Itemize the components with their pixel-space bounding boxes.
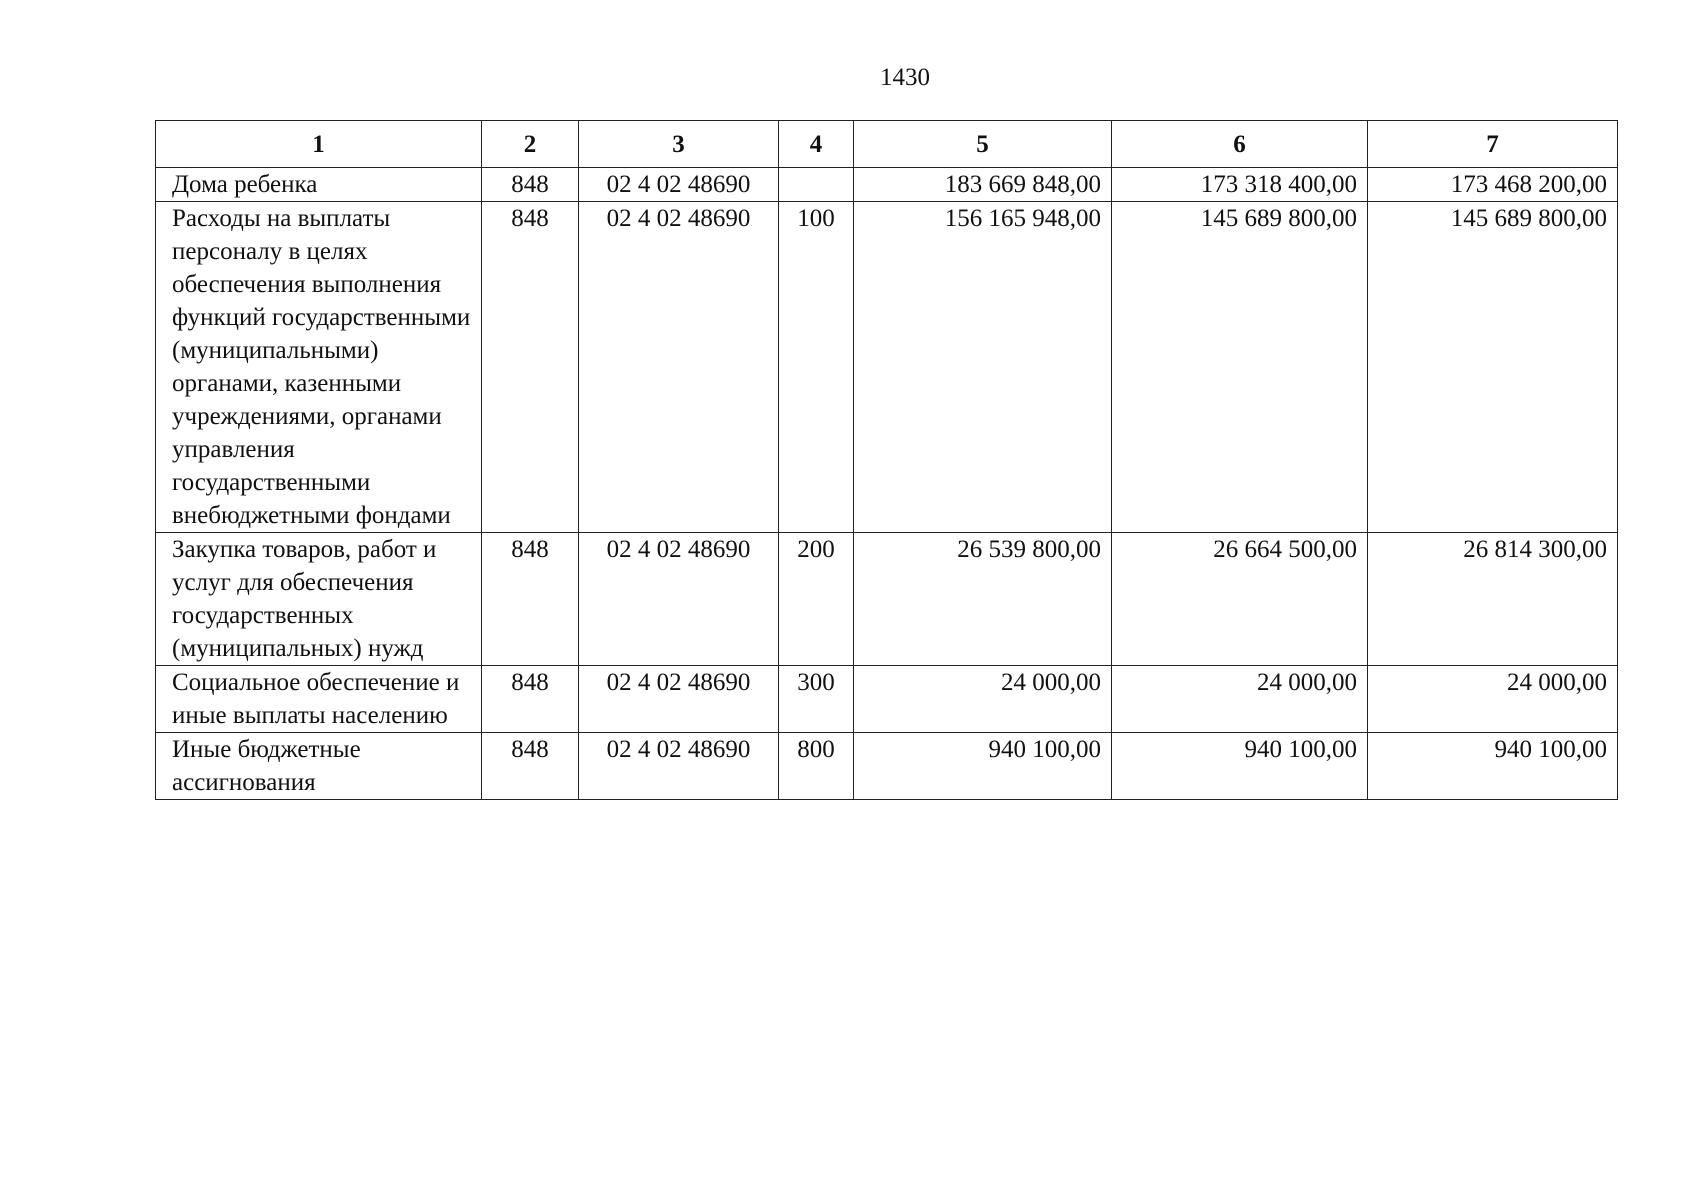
row-col-5: 156 165 948,00 <box>854 202 1112 533</box>
row-col-7: 26 814 300,00 <box>1368 533 1618 666</box>
row-col-3: 02 4 02 48690 <box>579 733 779 800</box>
row-col-4: 800 <box>779 733 854 800</box>
row-col-6: 26 664 500,00 <box>1112 533 1368 666</box>
row-name: Расходы на выплаты персоналу в целях обеспечения выполнения функций государственными (муниципальными) органами, казенными учреждениями, органами управления государственными внебюджетными фондами <box>156 202 482 533</box>
row-name: Иные бюджетные ассигнования <box>156 733 482 800</box>
header-col-5: 5 <box>854 121 1112 168</box>
row-col-4: 300 <box>779 666 854 733</box>
row-col-3: 02 4 02 48690 <box>579 666 779 733</box>
row-name: Дома ребенка <box>156 168 482 202</box>
table-row <box>156 168 1618 202</box>
row-col-4 <box>779 168 854 202</box>
row-col-6: 24 000,00 <box>1112 666 1368 733</box>
table-row <box>156 202 1618 533</box>
row-col-7: 173 468 200,00 <box>1368 168 1618 202</box>
row-col-2: 848 <box>482 202 579 533</box>
row-col-6: 173 318 400,00 <box>1112 168 1368 202</box>
table-row <box>156 666 1618 733</box>
row-col-5: 26 539 800,00 <box>854 533 1112 666</box>
page-number: 1430 <box>880 64 930 91</box>
budget-table <box>155 120 1618 800</box>
row-col-5: 24 000,00 <box>854 666 1112 733</box>
row-col-2: 848 <box>482 168 579 202</box>
row-col-4: 100 <box>779 202 854 533</box>
header-col-7: 7 <box>1368 121 1618 168</box>
table-row <box>156 733 1618 800</box>
row-col-4: 200 <box>779 533 854 666</box>
row-col-7: 24 000,00 <box>1368 666 1618 733</box>
row-col-3: 02 4 02 48690 <box>579 168 779 202</box>
row-col-5: 940 100,00 <box>854 733 1112 800</box>
row-col-6: 145 689 800,00 <box>1112 202 1368 533</box>
table-header-row <box>156 121 1618 168</box>
row-col-6: 940 100,00 <box>1112 733 1368 800</box>
table-row <box>156 533 1618 666</box>
header-col-1: 1 <box>156 121 482 168</box>
row-col-2: 848 <box>482 533 579 666</box>
row-col-5: 183 669 848,00 <box>854 168 1112 202</box>
header-col-2: 2 <box>482 121 579 168</box>
header-col-3: 3 <box>579 121 779 168</box>
header-col-6: 6 <box>1112 121 1368 168</box>
row-col-2: 848 <box>482 666 579 733</box>
row-col-7: 145 689 800,00 <box>1368 202 1618 533</box>
row-col-7: 940 100,00 <box>1368 733 1618 800</box>
row-col-2: 848 <box>482 733 579 800</box>
row-col-3: 02 4 02 48690 <box>579 533 779 666</box>
row-name: Социальное обеспечение и иные выплаты населению <box>156 666 482 733</box>
header-col-4: 4 <box>779 121 854 168</box>
row-name: Закупка товаров, работ и услуг для обеспечения государственных (муниципальных) нужд <box>156 533 482 666</box>
row-col-3: 02 4 02 48690 <box>579 202 779 533</box>
